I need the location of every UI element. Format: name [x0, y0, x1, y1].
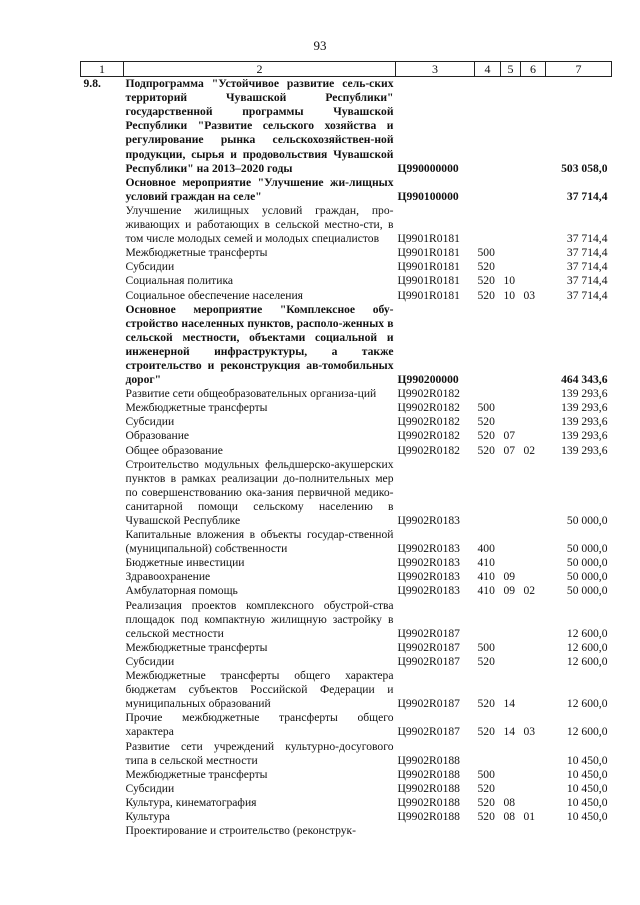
table-row — [81, 204, 612, 246]
row-section: 07 — [503, 429, 516, 443]
table-row — [81, 444, 612, 458]
row-name: Культура, кинематография — [125, 795, 257, 809]
row-section — [501, 528, 521, 556]
row-section — [501, 401, 521, 415]
table-row — [81, 570, 612, 584]
row-section — [501, 599, 521, 641]
row-subsection — [521, 274, 546, 288]
table-row — [81, 260, 612, 274]
table-row — [81, 655, 612, 669]
row-subsection — [521, 528, 546, 556]
row-section — [501, 641, 521, 655]
table-row — [81, 641, 612, 655]
table-row — [81, 387, 612, 401]
table-row — [81, 556, 612, 570]
row-name: Культура — [125, 809, 170, 823]
row-name: Субсидии — [125, 260, 175, 274]
row-amount — [546, 824, 612, 838]
row-target-code: Ц9901R0181 — [397, 246, 460, 260]
table-row — [81, 289, 612, 303]
row-expense-type: 520 — [477, 795, 495, 809]
row-subsection — [521, 458, 546, 528]
row-amount: 12 600,0 — [566, 654, 608, 668]
row-amount: 12 600,0 — [566, 640, 608, 654]
row-section — [501, 768, 521, 782]
row-section — [501, 782, 521, 796]
row-expense-type — [475, 77, 501, 176]
header-cell: 4 — [475, 62, 501, 77]
row-amount: 10 450,0 — [566, 767, 608, 781]
table-row — [81, 711, 612, 739]
row-expense-type: 520 — [477, 654, 495, 668]
row-name: Проектирование и строительство (реконструк- — [125, 824, 356, 838]
row-section — [501, 176, 521, 204]
row-expense-type: 520 — [477, 415, 495, 429]
row-name: Подпрограмма "Устойчивое развитие сель-ских территорий Чувашской Республики" государственной программы Чувашской Республики "Развитие сельского хозяйства и регулирование рынка сельскохозяйствен-ной продукции, сырья и продовольствия Чувашской Республики" на 2013–2020 годы — [125, 77, 394, 175]
row-section: 10 — [503, 288, 516, 302]
row-section — [501, 556, 521, 570]
row-subsection — [521, 176, 546, 204]
table-row — [81, 796, 612, 810]
row-target-code: Ц9901R0181 — [397, 260, 460, 274]
table-row — [81, 669, 612, 711]
row-target-code: Ц9902R0182 — [397, 387, 460, 401]
row-section: 09 — [503, 584, 516, 598]
row-name: Амбулаторная помощь — [125, 584, 238, 598]
row-subsection — [521, 246, 546, 260]
row-amount: 37 714,4 — [566, 246, 608, 260]
row-name: Бюджетные инвестиции — [125, 556, 245, 570]
table-row — [81, 176, 612, 204]
page-number: 93 — [313, 38, 327, 53]
row-expense-type: 500 — [477, 767, 495, 781]
item-number: 9.8. — [83, 77, 101, 91]
row-name: Строительство модульных фельдшерско-акушерских пунктов в рамках реализации до-полнительных мер по совершенствованию ока-зания первичной медико-санитарной помощи сельскому населению в Чувашской Республике — [125, 457, 394, 527]
row-subsection — [521, 570, 546, 584]
row-target-code: Ц9902R0183 — [397, 514, 460, 527]
table-row — [81, 740, 612, 768]
table-row — [81, 303, 612, 388]
row-subsection — [521, 415, 546, 429]
row-name: Реализация проектов комплексного обустрой-ства площадок под компактную жилищную застройку в сельской местности — [125, 598, 394, 640]
row-expense-type — [475, 458, 501, 528]
row-subsection — [521, 260, 546, 274]
row-amount: 139 293,6 — [561, 401, 608, 415]
row-target-code: Ц9902R0188 — [397, 767, 460, 781]
row-amount: 37 714,4 — [566, 189, 608, 203]
row-expense-type: 500 — [477, 401, 495, 415]
row-amount: 139 293,6 — [561, 415, 608, 429]
row-section — [501, 458, 521, 528]
row-subsection — [521, 77, 546, 176]
row-amount: 50 000,0 — [566, 584, 608, 598]
row-target-code: Ц9902R0187 — [397, 626, 460, 640]
row-amount: 37 714,4 — [566, 260, 608, 274]
row-section — [501, 740, 521, 768]
row-amount: 37 714,4 — [566, 274, 608, 288]
row-subsection — [521, 669, 546, 711]
row-target-code: Ц9902R0188 — [397, 795, 460, 809]
table-row — [81, 401, 612, 415]
row-target-code: Ц990200000 — [397, 373, 459, 387]
table-row — [81, 599, 612, 641]
row-name: Общее образование — [125, 443, 223, 457]
row-subsection — [521, 387, 546, 401]
row-target-code: Ц9902R0188 — [397, 781, 460, 795]
row-subsection — [521, 655, 546, 669]
row-name: Межбюджетные трансферты — [125, 246, 268, 260]
row-expense-type — [475, 740, 501, 768]
row-name: Улучшение жилищных условий граждан, про-живающих и работающих в сельской местно-сти, в том числе молодых семей и молодых специалистов — [125, 203, 394, 246]
row-name: Здравоохранение — [125, 570, 211, 584]
header-cell: 7 — [546, 62, 612, 77]
row-expense-type: 410 — [477, 584, 495, 598]
row-expense-type: 400 — [477, 542, 495, 556]
row-section — [501, 246, 521, 260]
header-cell: 6 — [521, 62, 546, 77]
row-target-code: Ц9902R0182 — [397, 401, 460, 415]
row-subsection — [521, 740, 546, 768]
row-expense-type — [475, 599, 501, 641]
row-target-code: Ц9901R0181 — [397, 288, 460, 302]
row-amount: 10 450,0 — [566, 753, 608, 767]
table-row — [81, 768, 612, 782]
table-row — [81, 429, 612, 443]
table-row — [81, 584, 612, 598]
row-name: Субсидии — [125, 415, 175, 429]
row-amount: 464 343,6 — [561, 373, 608, 387]
row-name: Капитальные вложения в объекты государ-ственной (муниципальной) собственности — [125, 528, 394, 556]
row-amount: 12 600,0 — [566, 697, 608, 711]
table-row — [81, 458, 612, 528]
row-subsection — [521, 556, 546, 570]
row-amount: 50 000,0 — [566, 514, 608, 527]
row-subsection: 02 — [523, 584, 536, 598]
table-row — [81, 77, 612, 176]
row-section: 08 — [503, 809, 516, 823]
row-expense-type: 520 — [477, 260, 495, 274]
row-target-code: Ц9901R0181 — [397, 232, 460, 246]
row-section — [501, 204, 521, 246]
header-cell: 1 — [81, 62, 124, 77]
row-expense-type: 520 — [477, 288, 495, 302]
row-name: Межбюджетные трансферты — [125, 401, 268, 415]
row-expense-type — [475, 176, 501, 204]
row-expense-type: 520 — [477, 725, 495, 739]
row-name: Межбюджетные трансферты общего характера бюджетам субъектов Российской Федерации и муниципальных образований — [125, 669, 394, 711]
row-section: 09 — [503, 570, 516, 584]
row-expense-type: 520 — [477, 274, 495, 288]
row-subsection — [521, 303, 546, 388]
row-target-code: Ц9902R0183 — [397, 556, 460, 570]
row-target-code: Ц9902R0183 — [397, 584, 460, 598]
row-subsection — [521, 401, 546, 415]
row-expense-type: 410 — [477, 556, 495, 570]
row-amount: 50 000,0 — [566, 542, 608, 556]
row-subsection: 03 — [523, 288, 536, 302]
table-row — [81, 824, 612, 838]
row-name: Субсидии — [125, 781, 175, 795]
row-target-code: Ц990000000 — [397, 161, 459, 175]
row-subsection: 01 — [523, 809, 536, 823]
row-target-code: Ц9902R0187 — [397, 654, 460, 668]
row-section: 14 — [503, 697, 516, 711]
row-expense-type: 520 — [477, 809, 495, 823]
row-expense-type — [475, 204, 501, 246]
row-expense-type: 520 — [477, 443, 495, 457]
row-section — [501, 824, 521, 838]
row-section: 07 — [503, 443, 516, 457]
row-amount: 37 714,4 — [566, 232, 608, 246]
row-amount: 10 450,0 — [566, 809, 608, 823]
table-row — [81, 274, 612, 288]
table-row — [81, 415, 612, 429]
row-subsection — [521, 429, 546, 443]
row-name: Субсидии — [125, 654, 175, 668]
row-name: Межбюджетные трансферты — [125, 767, 268, 781]
row-subsection — [521, 768, 546, 782]
row-target-code: Ц990100000 — [397, 189, 459, 203]
row-expense-type — [475, 824, 501, 838]
row-expense-type: 500 — [477, 640, 495, 654]
table-row — [81, 782, 612, 796]
row-section — [501, 77, 521, 176]
row-name: Образование — [125, 429, 190, 443]
row-section — [501, 387, 521, 401]
row-target-code: Ц9902R0183 — [397, 570, 460, 584]
row-target-code: Ц9902R0182 — [397, 443, 460, 457]
row-expense-type — [475, 303, 501, 388]
row-amount: 10 450,0 — [566, 781, 608, 795]
row-amount: 139 293,6 — [561, 443, 608, 457]
row-target-code: Ц9902R0188 — [397, 753, 460, 767]
row-target-code: Ц9902R0187 — [397, 725, 460, 739]
row-expense-type: 520 — [477, 781, 495, 795]
row-subsection — [521, 824, 546, 838]
row-subsection: 02 — [523, 443, 536, 457]
row-amount: 139 293,6 — [561, 387, 608, 401]
row-section: 10 — [503, 274, 516, 288]
row-subsection — [521, 641, 546, 655]
row-amount: 50 000,0 — [566, 556, 608, 570]
row-section — [501, 260, 521, 274]
row-name: Социальная политика — [125, 274, 234, 288]
row-expense-type: 410 — [477, 570, 495, 584]
row-amount: 12 600,0 — [566, 626, 608, 640]
row-subsection — [521, 599, 546, 641]
row-subsection — [521, 782, 546, 796]
row-target-code: Ц9902R0183 — [397, 542, 460, 556]
row-section: 08 — [503, 795, 516, 809]
table-row — [81, 246, 612, 260]
row-section — [501, 303, 521, 388]
budget-table — [80, 61, 612, 838]
row-target-code: Ц9902R0182 — [397, 415, 460, 429]
row-expense-type: 520 — [477, 429, 495, 443]
row-amount: 10 450,0 — [566, 795, 608, 809]
row-name: Межбюджетные трансферты — [125, 640, 268, 654]
row-section — [501, 415, 521, 429]
row-expense-type: 500 — [477, 246, 495, 260]
header-cell: 3 — [396, 62, 475, 77]
row-name: Развитие сети общеобразовательных организа-ций — [125, 387, 377, 401]
row-target-code: Ц9902R0182 — [397, 429, 460, 443]
row-subsection: 03 — [523, 725, 536, 739]
table-row — [81, 528, 612, 556]
row-target-code — [396, 824, 475, 838]
row-target-code: Ц9902R0187 — [397, 697, 460, 711]
header-cell: 2 — [124, 62, 396, 77]
row-amount: 503 058,0 — [561, 161, 608, 175]
row-name: Прочие межбюджетные трансферты общего характера — [125, 711, 394, 739]
row-amount: 12 600,0 — [566, 725, 608, 739]
row-name: Развитие сети учреждений культурно-досугового типа в сельской местности — [125, 739, 394, 767]
table-header-row — [81, 62, 612, 77]
row-name: Основное мероприятие "Комплексное обу-стройство населенных пунктов, располо-женных в сельской местности, объектами социальной и инженерной инфраструктуры, а также строительство и реконструкция ав-томобильных дорог" — [125, 302, 394, 387]
row-amount: 139 293,6 — [561, 429, 608, 443]
table-row — [81, 810, 612, 824]
row-amount: 50 000,0 — [566, 570, 608, 584]
row-subsection — [521, 796, 546, 810]
row-target-code: Ц9902R0187 — [397, 640, 460, 654]
table-body — [81, 77, 612, 839]
header-cell: 5 — [501, 62, 521, 77]
row-name: Основное мероприятие "Улучшение жи-лищных условий граждан на селе" — [125, 175, 394, 203]
row-section: 14 — [503, 725, 516, 739]
row-section — [501, 655, 521, 669]
row-expense-type: 520 — [477, 697, 495, 711]
row-amount: 37 714,4 — [566, 288, 608, 302]
row-target-code: Ц9902R0188 — [397, 809, 460, 823]
row-expense-type — [475, 387, 501, 401]
row-name: Социальное обеспечение населения — [125, 288, 304, 302]
row-subsection — [521, 204, 546, 246]
row-target-code: Ц9901R0181 — [397, 274, 460, 288]
